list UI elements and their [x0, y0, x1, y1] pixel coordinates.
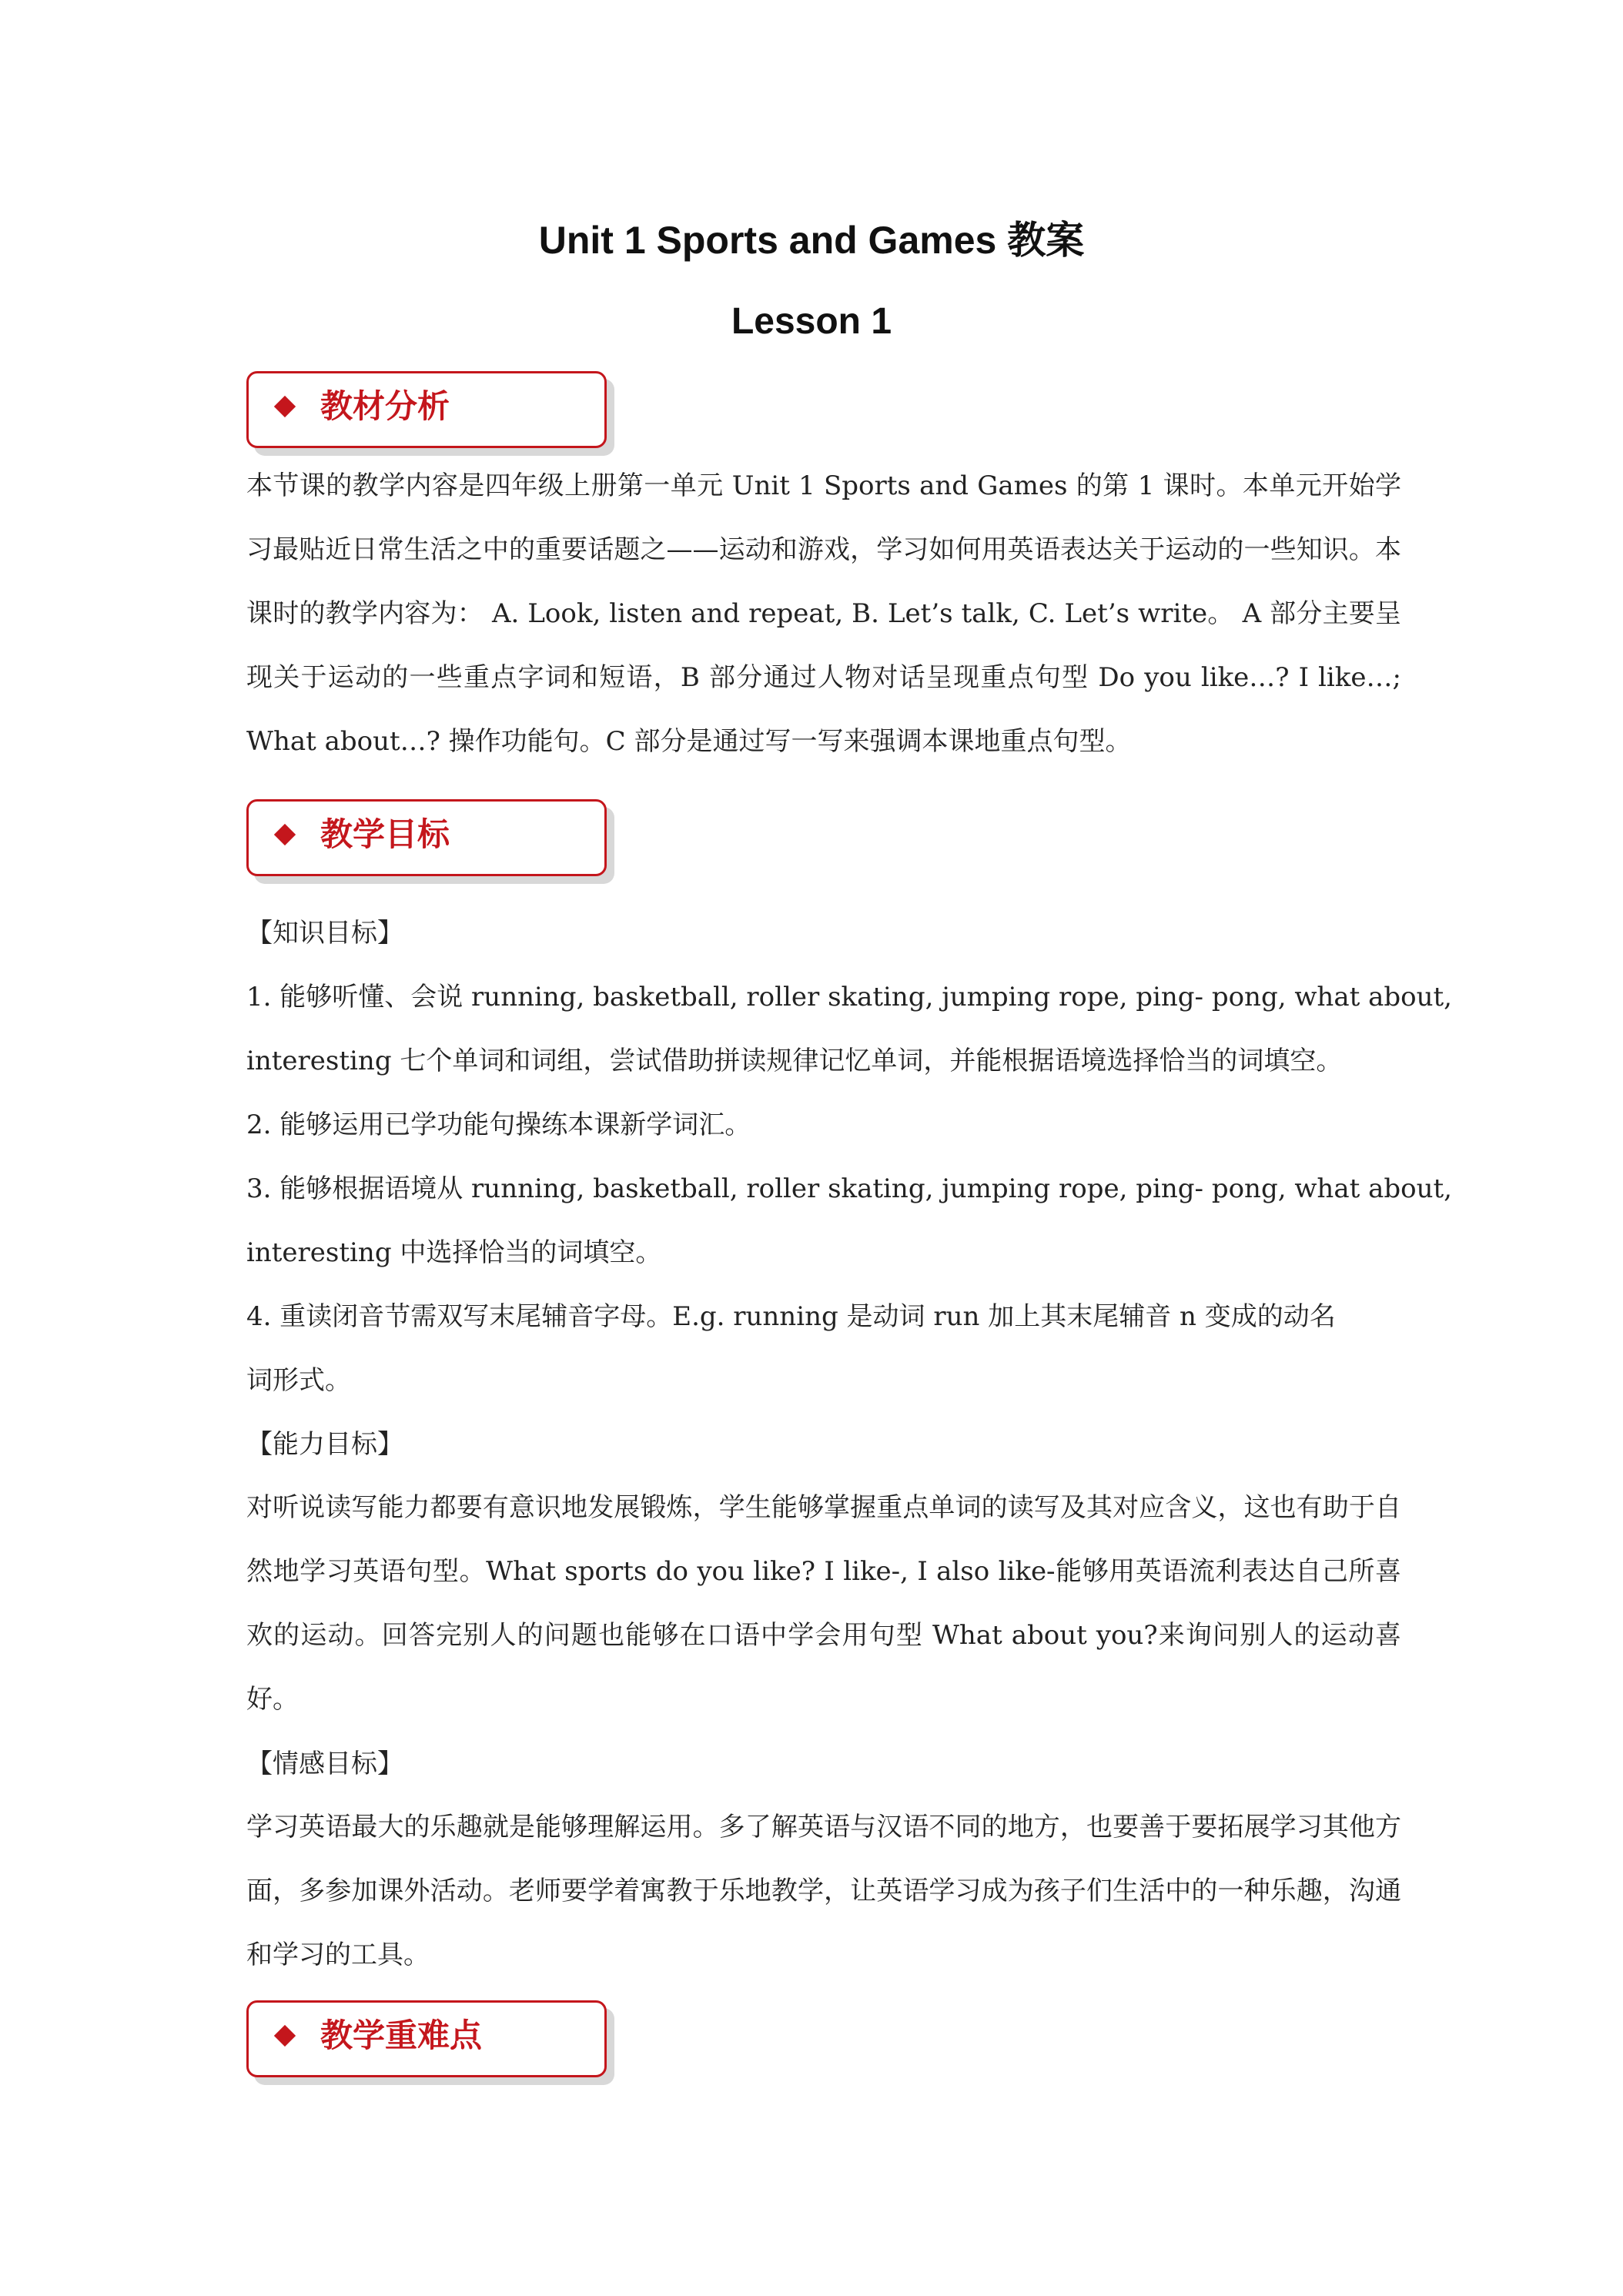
- section-heading-analysis: 教材分析: [320, 387, 450, 425]
- section-header-analysis: [246, 371, 631, 451]
- section-heading-key-points: 教学重难点: [320, 2017, 483, 2054]
- document-title: Unit 1 Sports and Games 教案: [538, 219, 1085, 262]
- knowledge-item: 4. 重读闭音节需双写末尾辅音字母。E.g. running 是动词 run 加上其末尾辅音 n 变成的动名: [246, 1301, 1336, 1332]
- emotion-heading: 【情感目标】: [246, 1749, 403, 1779]
- section-header-objectives: [246, 799, 631, 879]
- knowledge-item: interesting 中选择恰当的词填空。: [246, 1237, 662, 1268]
- knowledge-item: 词形式。: [246, 1365, 351, 1396]
- knowledge-item: 3. 能够根据语境从 running, basketball, roller skating, jumping rope, ping- pong, what about,: [246, 1173, 1452, 1204]
- knowledge-item: interesting 七个单词和词组，尝试借助拼读规律记忆单词，并能根据语境选择恰当的词填空。: [246, 1046, 1343, 1076]
- section-heading-objectives: 教学目标: [320, 815, 450, 853]
- lesson-title: Lesson 1: [731, 301, 892, 342]
- knowledge-item: 1. 能够听懂、会说 running, basketball, roller skating, jumping rope, ping- pong, what about,: [246, 982, 1452, 1012]
- emotion-paragraph: 学习英语最大的乐趣就是能够理解运用。多了解英语与汉语不同的地方，也要善于要拓展学习其他方面，多参加课外活动。老师要学着寓教于乐地教学，让英语学习成为孩子们生活中的一种乐趣，沟通和学习的工具。: [246, 1812, 1401, 1970]
- analysis-paragraph: 本节课的教学内容是四年级上册第一单元 Unit 1 Sports and Games 的第 1 课时。本单元开始学习最贴近日常生活之中的重要话题之——运动和游戏，学习如何用英语表达关于运动的一些知识。本课时的教学内容为： A. Look, listen and repeat, B. Let’s talk, C. Let’s write。 A 部分主要呈现关于运动的一些重点字词和短语，B 部分通过人物对话呈现重点句型 Do you like…? I like…; What about…? 操作功能句。C 部分是通过写一写来强调本课地重点句型。: [246, 470, 1401, 757]
- section-header-key-points: [246, 2000, 631, 2080]
- knowledge-item: 2. 能够运用已学功能句操练本课新学词汇。: [246, 1110, 751, 1140]
- knowledge-heading: 【知识目标】: [246, 918, 403, 949]
- ability-heading: 【能力目标】: [246, 1429, 403, 1460]
- ability-paragraph: 对听说读写能力都要有意识地发展锻炼，学生能够掌握重点单词的读写及其对应含义，这也有助于自然地学习英语句型。What sports do you like? I like-, I also like-能够用英语流利表达自己所喜欢的运动。回答完别人的问题也能够在口语中学会用句型 What about you?来询问别人的运动喜好。: [246, 1492, 1401, 1715]
